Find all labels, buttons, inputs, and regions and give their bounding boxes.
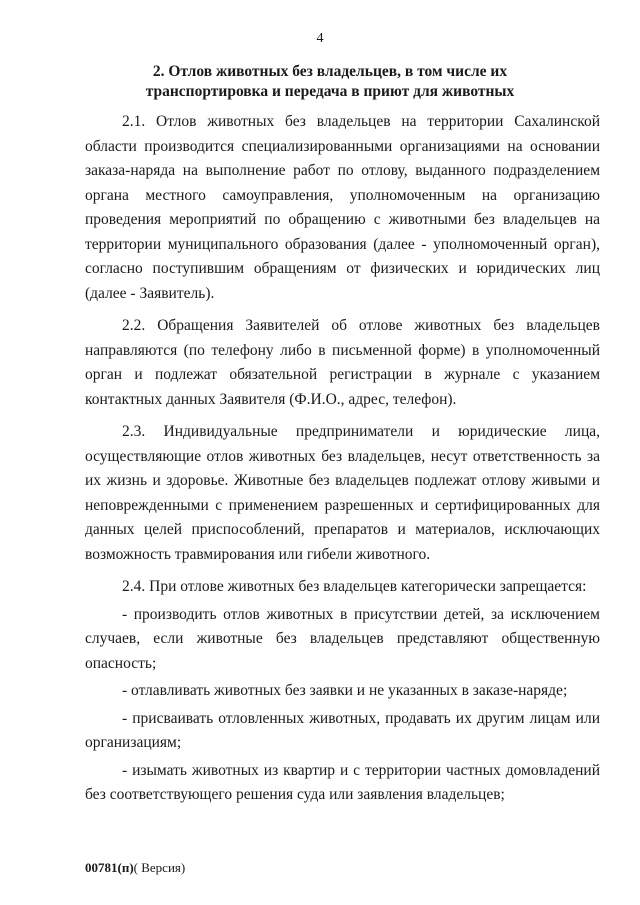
section-heading-line-1: 2. Отлов животных без владельцев, в том числе их xyxy=(152,63,508,80)
section-heading xyxy=(90,62,570,102)
list-item: - изымать животных из квартир и с территории частных домовладений без соответствующего решения суда или заявления владельцев; xyxy=(85,761,600,803)
document-version: ( Версия) xyxy=(133,860,186,875)
page-number: 4 xyxy=(316,31,324,46)
paragraph-2-2: 2.2. Обращения Заявителей об отлове животных без владельцев направляются (по телефону либо в письменной форме) в уполномоченный орган и подлежат обязательной регистрации в журнале с указанием контактных данных Заявителя (Ф.И.О., адрес, телефон). xyxy=(85,317,600,408)
document-code: 00781(п) xyxy=(85,860,134,875)
paragraph-2-3: 2.3. Индивидуальные предприниматели и юридические лица, осуществляющие отлов животных без владельцев, несут ответственность за их жизнь и здоровье. Животные без владельцев подлежат отлову живыми и неповрежденными с применением разрешенных и сертифицированных для данных целей приспособлений, препаратов и материалов, исключающих возможность травмирования или гибели животного. xyxy=(85,423,600,563)
document-body xyxy=(85,110,600,811)
document-footer xyxy=(85,860,185,876)
section-heading-line-2: транспортировка и передача в приют для животных xyxy=(145,83,515,100)
list-item: - отлавливать животных без заявки и не указанных в заказе-наряде; xyxy=(122,682,568,699)
list-item: - производить отлов животных в присутствии детей, за исключением случаев, если животные без владельцев представляют общественную опасность; xyxy=(85,605,600,672)
list-item: - присваивать отловленных животных, продавать их другим лицам или организациям; xyxy=(85,709,600,751)
paragraph-2-4: 2.4. При отлове животных без владельцев категорически запрещается: xyxy=(122,578,587,595)
paragraph-2-1: 2.1. Отлов животных без владельцев на территории Сахалинской области производится специализированными организациями на основании заказа-наряда на выполнение работ по отлову, выданного подразделением органа местного самоуправления, уполномоченным на организацию проведения мероприятий по обращению с животными без владельцев на территории муниципального образования (далее - уполномоченный орган), согласно поступившим обращениям от физических и юридических лиц (далее - Заявитель). xyxy=(85,113,600,302)
